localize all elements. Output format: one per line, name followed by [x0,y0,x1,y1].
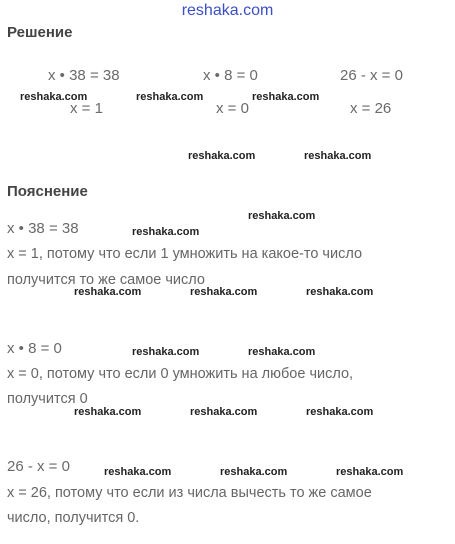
explanation-text-2b: получится 0 [7,391,88,407]
watermark: reshaka.com [132,346,200,358]
watermark: reshaka.com [248,346,316,358]
watermark: reshaka.com [104,466,172,478]
explanation-equation-2: x • 8 = 0 [7,340,62,357]
watermark: reshaka.com [20,91,88,103]
explanation-heading: Пояснение [7,183,88,200]
solution-heading: Решение [7,24,73,41]
watermark: reshaka.com [74,286,142,298]
solution-answer-1: x = 1 [70,100,103,117]
watermark: reshaka.com [252,91,320,103]
explanation-text-3b: число, получится 0. [7,510,140,526]
solution-answer-3: x = 26 [350,100,392,117]
solution-equation-1: x • 38 = 38 [48,67,120,84]
watermark: reshaka.com [220,466,288,478]
explanation-equation-3: 26 - x = 0 [7,458,70,475]
solution-answer-2: x = 0 [216,100,249,117]
explanation-text-1b: получится то же самое число [7,272,205,288]
watermark: reshaka.com [136,91,204,103]
explanation-text-2a: x = 0, потому что если 0 умножить на любое число, [7,366,354,382]
watermark: reshaka.com [190,286,258,298]
watermark: reshaka.com [132,226,200,238]
explanation-equation-1: x • 38 = 38 [7,220,79,237]
watermark: reshaka.com [336,466,404,478]
watermark: reshaka.com [248,210,316,222]
solution-equation-2: x • 8 = 0 [203,67,258,84]
watermark: reshaka.com [306,286,374,298]
explanation-text-3a: x = 26, потому что если из числа вычесть то же самое [7,485,372,501]
explanation-text-1a: x = 1, потому что если 1 умножить на какое-то число [7,246,363,262]
watermark: reshaka.com [304,150,372,162]
watermark: reshaka.com [188,150,256,162]
watermark: reshaka.com [74,406,142,418]
site-logo[interactable]: reshaka.com [181,2,274,19]
solution-equation-3: 26 - x = 0 [340,67,403,84]
watermark: reshaka.com [190,406,258,418]
watermark: reshaka.com [306,406,374,418]
